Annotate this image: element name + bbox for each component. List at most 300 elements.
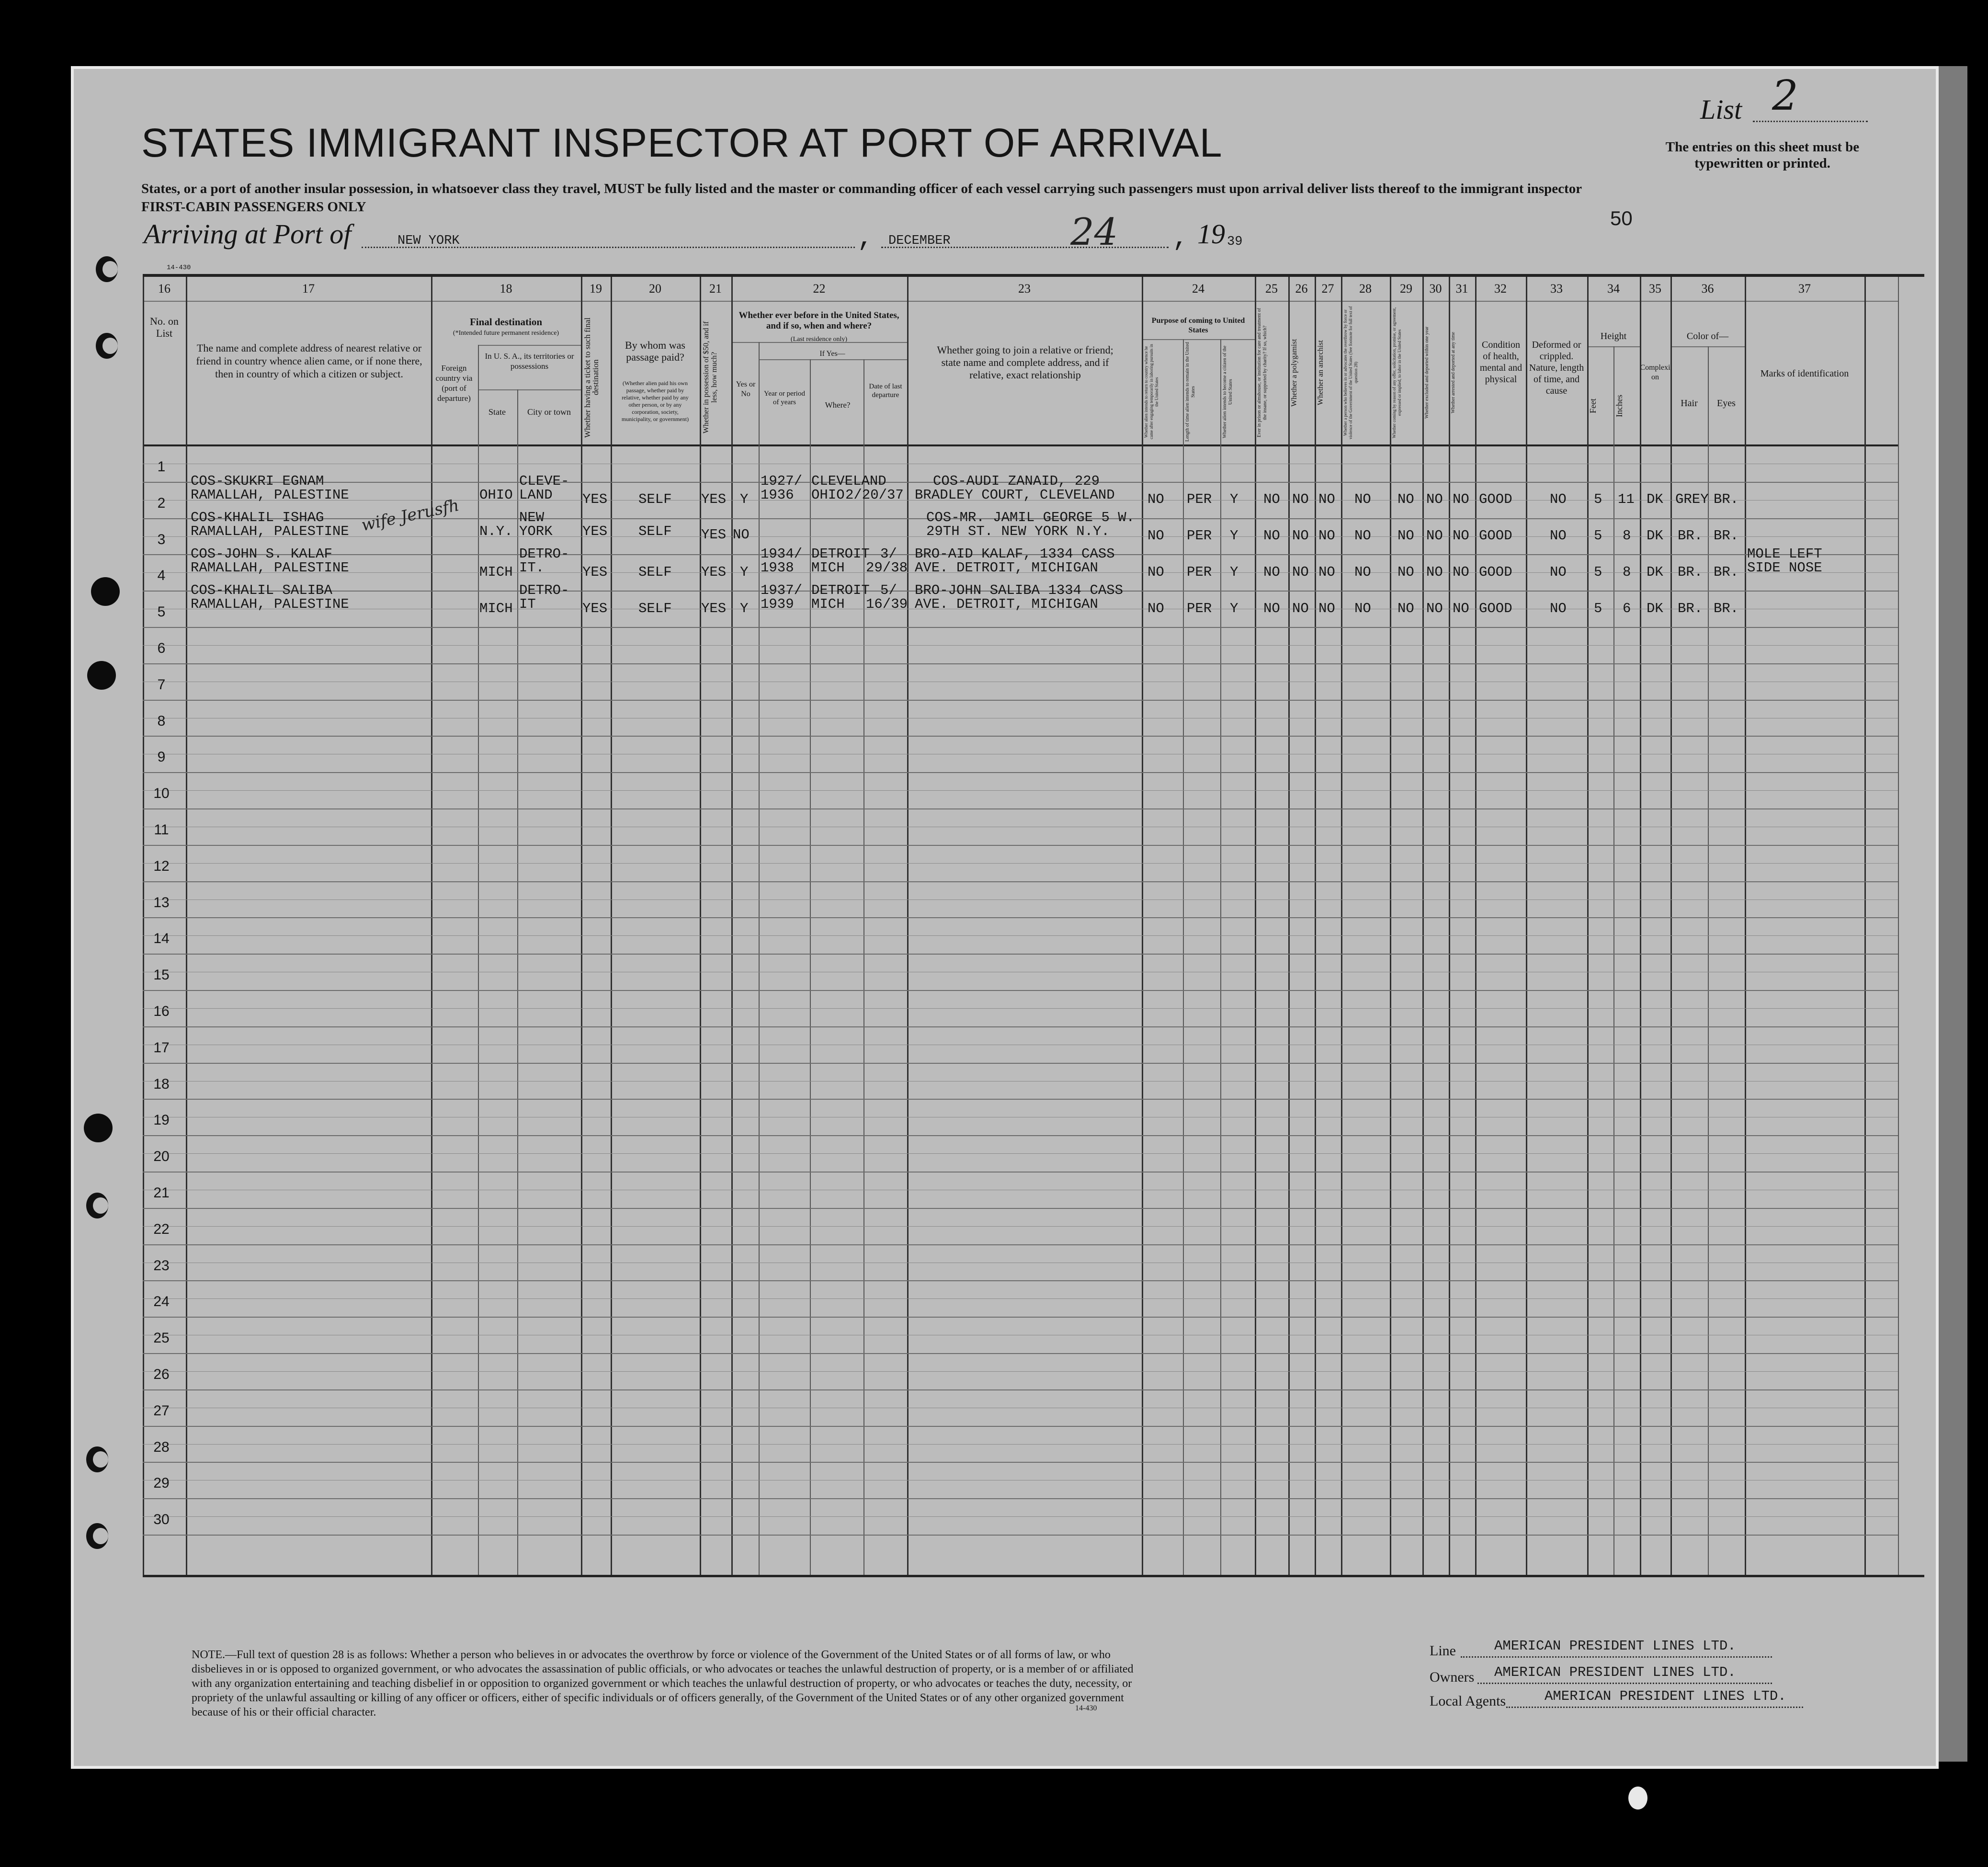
hdr-final-destination: Final destination [469, 316, 543, 328]
colnum-24: 24 [1192, 282, 1204, 296]
list-number: 2 [1772, 72, 1798, 120]
manifest-table [143, 277, 1924, 1613]
hdr-marks: Marks of identification [1760, 368, 1849, 379]
row-rule [143, 627, 1898, 628]
q29: NO [1397, 564, 1414, 580]
height-inches: 8 [1623, 564, 1631, 580]
hair-color: BR. [1678, 564, 1703, 580]
q27: NO [1318, 528, 1335, 544]
row-rule [143, 1172, 1898, 1173]
q27: NO [1318, 564, 1335, 580]
q25: NO [1263, 491, 1280, 507]
agents-rule [1506, 1707, 1803, 1708]
relative-town: RAMALLAH, PALESTINE [191, 524, 349, 539]
row-rule [143, 1389, 1898, 1390]
height-feet: 5 [1594, 491, 1602, 507]
line-label: Line [1430, 1643, 1456, 1659]
q28: NO [1354, 564, 1371, 580]
identification-marks: SIDE NOSE [1747, 560, 1822, 576]
row-rule [143, 881, 1898, 882]
ticket: YES [582, 601, 608, 616]
eye-color: BR. [1714, 601, 1739, 616]
identification-marks: MOLE LEFT [1747, 546, 1822, 562]
join-relative: AVE. DETROIT, MICHIGAN [915, 596, 1098, 612]
purpose-length: PER [1187, 528, 1212, 544]
half-row-rule [143, 1516, 1898, 1517]
where: OHIO [811, 487, 845, 503]
purpose-citizen: Y [1230, 491, 1238, 507]
departure-date: 3/ [880, 546, 897, 562]
row-number: 4 [157, 568, 166, 584]
hdr-date-departure: Date of last departure [869, 383, 902, 399]
col-divider [863, 359, 864, 1575]
height-inches: 11 [1618, 491, 1635, 507]
sheet-edge [1939, 66, 1967, 1762]
hdr-q30: Whether excluded and deported within one year [1424, 326, 1430, 419]
q29: NO [1397, 601, 1414, 616]
dest-city: YORK [519, 524, 553, 539]
hdr-passage-paid-sub: (Whether alien paid his own passage, whether paid by relative, whether paid by any other person, or by any corporation, society, municipality, or government) [621, 380, 689, 422]
col-divider [1390, 277, 1391, 1575]
paid-by: SELF [638, 564, 672, 580]
ticket: YES [582, 491, 608, 507]
row-rule [143, 1063, 1898, 1064]
colnum-31: 31 [1455, 282, 1468, 296]
dest-city: LAND [519, 487, 553, 503]
complexion: DK [1647, 601, 1663, 616]
col-divider [1670, 277, 1672, 1575]
row-number: 1 [157, 459, 166, 475]
years: 1936 [761, 487, 794, 503]
hdr-final-destination-sub: (*Intended future permanent residence) [453, 330, 559, 337]
row-rule [143, 1498, 1898, 1499]
complexion: DK [1647, 491, 1663, 507]
row-rule [143, 1426, 1898, 1427]
table-bottom-rule [143, 1575, 1924, 1577]
q30: NO [1426, 601, 1443, 616]
comma: , [857, 223, 874, 253]
col-divider [1526, 277, 1527, 1575]
day-value: 24 [1070, 211, 1118, 254]
col-divider [478, 345, 479, 1575]
purpose-length: PER [1187, 491, 1212, 507]
col-divider [1898, 277, 1899, 1575]
q25: NO [1263, 601, 1280, 616]
been-before: NO [733, 527, 750, 543]
q30: NO [1426, 528, 1443, 544]
row-rule [143, 1244, 1898, 1245]
colnum-27: 27 [1321, 282, 1334, 296]
relative-town: RAMALLAH, PALESTINE [191, 560, 349, 576]
purpose-citizen: Y [1230, 528, 1238, 544]
q27: NO [1318, 601, 1335, 616]
hdr-q31: Whether arrested and deported at any time [1451, 332, 1456, 413]
row-rule [143, 663, 1898, 664]
row-number: 17 [153, 1039, 170, 1056]
colnum-20: 20 [649, 282, 661, 296]
owners-label: Owners [1430, 1669, 1475, 1685]
row-number: 24 [153, 1294, 170, 1310]
page-number: 50 [1610, 207, 1633, 229]
col-divider [1422, 277, 1424, 1575]
relative-name: COS-KHALIL ISHAG [191, 510, 324, 525]
hdr-purpose-c: Whether alien intends to become a citizen of the United States [1222, 345, 1233, 438]
row-number: 11 [154, 822, 169, 838]
years: 1938 [761, 560, 794, 576]
health: GOOD [1479, 491, 1512, 507]
row-number: 26 [153, 1366, 170, 1382]
hdr-fifty-dollars: Whether in possession of $50, and if less, how much? [702, 321, 718, 434]
colnum-35: 35 [1649, 282, 1661, 296]
health: GOOD [1479, 528, 1512, 544]
row-number: 21 [153, 1185, 170, 1201]
form-code: 14-430 [167, 264, 191, 272]
row-number: 9 [157, 749, 166, 765]
purpose-return: NO [1147, 528, 1164, 544]
dest-state: MICH [479, 564, 513, 580]
col-divider [1640, 277, 1641, 1575]
colnum-28: 28 [1359, 282, 1372, 296]
years: 1939 [761, 596, 794, 612]
join-relative: BRO-AID KALAF, 1334 CASS [915, 546, 1115, 562]
row-number: 6 [157, 640, 166, 656]
fifty-dollars: YES [701, 491, 727, 507]
hdr-no-on-list: No. on List [150, 315, 179, 339]
agents-value: AMERICAN PRESIDENT LINES LTD. [1545, 1688, 1786, 1704]
hdr-complexion: Complexion [1640, 364, 1670, 381]
purpose-return: NO [1147, 601, 1164, 616]
hdr-q28: Whether a person who believes in or advocates the overthrow by force or violence of the Government of the United States (See footnote for full text of question 28) [1343, 306, 1358, 439]
header-bottom-rule [143, 444, 1898, 446]
subhdr-rule [478, 389, 581, 390]
row-number: 12 [153, 858, 170, 874]
colnum-32: 32 [1494, 282, 1507, 296]
colnum-18: 18 [500, 282, 512, 296]
col-divider [700, 277, 701, 1575]
col-divider [1341, 277, 1342, 1575]
row-rule [143, 1208, 1898, 1209]
q31: NO [1453, 528, 1469, 544]
entries-note: The entries on this sheet must be typewritten or printed. [1665, 139, 1860, 171]
col-divider [1864, 277, 1866, 1575]
hdr-health: Condition of health, mental and physical [1479, 340, 1522, 385]
row-rule [143, 1462, 1898, 1463]
where: DETROIT [811, 582, 870, 598]
colnum-23: 23 [1018, 282, 1031, 296]
half-row-rule [143, 790, 1898, 791]
punch-hole [91, 577, 120, 606]
row-number: 27 [153, 1402, 170, 1419]
dest-state: MICH [479, 601, 513, 616]
hdr-purpose-a: Whether alien intends to return to country whence he came after engaging temporarily in laboring pursuits in the United States [1144, 344, 1159, 440]
punch-hole [86, 1523, 108, 1549]
row-number: 10 [153, 786, 170, 802]
eye-color: BR. [1714, 528, 1739, 544]
row-number: 29 [153, 1475, 170, 1491]
q26: NO [1292, 491, 1309, 507]
q30: NO [1426, 564, 1443, 580]
ticket: YES [582, 564, 608, 580]
hdr-passage-paid: By whom was passage paid? [625, 339, 685, 363]
row-rule [143, 1535, 1898, 1536]
where: CLEVELAND [811, 473, 886, 489]
agents-label: Local Agents [1430, 1693, 1506, 1709]
fifty-dollars: YES [701, 527, 727, 543]
q31: NO [1453, 491, 1469, 507]
q31: NO [1453, 601, 1469, 616]
join-relative: BRO-JOHN SALIBA 1334 CASS [915, 582, 1124, 598]
subhdr-rule [1142, 339, 1255, 340]
purpose-length: PER [1187, 564, 1212, 580]
complexion: DK [1647, 528, 1663, 544]
hdr-inches: Inches [1614, 395, 1624, 418]
where: MICH [811, 560, 845, 576]
deformed: NO [1550, 564, 1567, 580]
row-number: 7 [157, 676, 166, 693]
height-inches: 6 [1623, 601, 1631, 616]
hdr-ever-before-sub: (Last residence only) [790, 336, 848, 343]
half-row-rule [143, 1444, 1898, 1445]
punch-hole [84, 1114, 113, 1142]
row-number: 14 [153, 931, 170, 947]
years: 1934/ [761, 546, 803, 562]
dest-state: OHIO [479, 487, 513, 503]
hdr-if-yes: If Yes— [819, 350, 845, 358]
relative-town: RAMALLAH, PALESTINE [191, 596, 349, 612]
owners-value: AMERICAN PRESIDENT LINES LTD. [1494, 1664, 1736, 1680]
row-rule [143, 954, 1898, 955]
row-number: 16 [153, 1003, 170, 1019]
colnum-rule [143, 301, 1898, 302]
col-divider [1745, 277, 1746, 1575]
hdr-q29: Whether coming by reason of any offer, solicitation, promise, or agreement, expressed or implied, to labor in the United States [1392, 307, 1402, 438]
col-divider [907, 277, 909, 1575]
colnum-17: 17 [302, 282, 315, 296]
colnum-21: 21 [709, 282, 722, 296]
q31: NO [1453, 564, 1469, 580]
eye-color: BR. [1714, 491, 1739, 507]
colnum-19: 19 [590, 282, 602, 296]
row-number: 15 [153, 967, 170, 983]
hdr-purpose: Purpose of coming to United States [1151, 317, 1245, 334]
year-suffix: 39 [1227, 235, 1243, 249]
notice-text [141, 180, 1602, 216]
row-number: 25 [153, 1330, 170, 1346]
hdr-years: Year or period of years [764, 390, 805, 406]
row-rule [143, 1317, 1898, 1318]
page-title: STATES IMMIGRANT INSPECTOR AT PORT OF ARRIVAL [141, 120, 1223, 165]
punch-hole [96, 333, 118, 359]
half-row-rule [143, 1371, 1898, 1372]
dest-city: CLEVE- [519, 473, 569, 489]
half-row-rule [143, 1298, 1898, 1299]
q28: NO [1354, 601, 1371, 616]
col-divider [581, 277, 582, 1575]
years: 1927/ [761, 473, 803, 489]
hdr-q26: Whether a polygamist [1290, 339, 1298, 407]
colnum-33: 33 [1550, 282, 1563, 296]
where: DETROIT [811, 546, 870, 562]
departure-date: 2/20/37 [845, 487, 904, 503]
row-rule [143, 990, 1898, 991]
height-feet: 5 [1594, 528, 1602, 544]
row-rule [143, 1099, 1898, 1100]
paper-spot [1628, 1787, 1647, 1810]
row-rule [143, 772, 1898, 773]
purpose-return: NO [1147, 564, 1164, 580]
relative-name: COS-KHALIL SALIBA [191, 582, 332, 598]
height-inches: 8 [1623, 528, 1631, 544]
deformed: NO [1550, 601, 1567, 616]
footnote-q28: NOTE.—Full text of question 28 is as follows: Whether a person who believes in or advocates the overthrow by force or violence of the Government of the United States or of all forms of law, or who disbelieves in or is opposed to organized government, or who advocates the assassination of public officials, or who advocates or teaches the unlawful destruction of property, or is a member of or affiliated with any organization entertaining and teaching disbelief in or opposition to organized government or which teaches the unlawful destruction of property, or who advocates or teaches the duty, necessity, or propriety of the unlawful assaulting or killing of any officer or officers, either of specific individuals or of officers generally, of the Government of the United States or of any other organized government because of his or their official character. [192, 1649, 1134, 1719]
col-divider [1449, 277, 1450, 1575]
departure-date: 16/39 [866, 596, 908, 612]
punch-hole [86, 1193, 108, 1218]
departure-date: 5/ [880, 582, 897, 598]
colnum-36: 36 [1701, 282, 1714, 296]
row-number: 2 [157, 495, 166, 511]
half-row-rule [143, 1008, 1898, 1009]
dest-city: DETRO- [519, 546, 569, 562]
colnum-30: 30 [1429, 282, 1442, 296]
row-rule [143, 917, 1898, 918]
half-row-rule [143, 1226, 1898, 1227]
hair-color: BR. [1678, 601, 1703, 616]
hdr-color-of: Color of— [1686, 331, 1729, 342]
purpose-return: NO [1147, 491, 1164, 507]
row-number: 8 [157, 713, 166, 729]
month-value: DECEMBER [888, 234, 951, 248]
col-divider [517, 389, 518, 1575]
relative-name: COS-SKUKRI EGNAM [191, 473, 324, 489]
q29: NO [1397, 528, 1414, 544]
row-number: 18 [153, 1076, 170, 1092]
been-before: Y [740, 601, 749, 616]
hdr-purpose-b: Length of time alien intends to remain in the United States [1185, 342, 1196, 442]
colnum-34: 34 [1607, 282, 1620, 296]
notice-body: States, or a port of another insular possession, in whatsoever class they travel, MUST be fully listed and the master or commanding officer of each vessel carrying such passengers must upon arrival deliver lists thereof to the immigrant inspector [141, 181, 1582, 196]
hdr-join-relative: Whether going to join a relative or friend; state name and complete address, and if relative, exact relationship [937, 344, 1113, 381]
hdr-q25: Ever in prison or almshouse, or institution for care and treatment of the insane, or supported by charity? If so, which? [1257, 308, 1268, 437]
col-divider [810, 359, 811, 1575]
been-before: Y [740, 564, 749, 580]
q27: NO [1318, 491, 1335, 507]
hdr-ticket: Whether having a ticket to such final destination [583, 317, 600, 438]
row-number: 19 [153, 1112, 170, 1128]
row-number: 30 [153, 1512, 170, 1528]
line-value: AMERICAN PRESIDENT LINES LTD. [1494, 1638, 1736, 1654]
eye-color: BR. [1714, 564, 1739, 580]
join-relative: 29TH ST. NEW YORK N.Y. [926, 524, 1110, 539]
ticket: YES [582, 524, 608, 539]
relative-town: RAMALLAH, PALESTINE [191, 487, 349, 503]
subhdr-rule [759, 359, 907, 360]
half-row-rule [143, 935, 1898, 936]
been-before: Y [740, 491, 749, 507]
hdr-hair: Hair [1681, 398, 1698, 409]
purpose-citizen: Y [1230, 564, 1238, 580]
dest-city: IT [519, 596, 536, 612]
hdr-deformed: Deformed or crippled. Nature, length of time, and cause [1529, 340, 1584, 396]
q25: NO [1263, 528, 1280, 544]
hdr-height: Height [1600, 331, 1627, 342]
paid-by: SELF [638, 601, 672, 616]
list-label: List [1700, 94, 1742, 125]
row-rule [143, 1280, 1898, 1281]
colnum-26: 26 [1295, 282, 1308, 296]
join-relative: COS-AUDI ZANAID, 229 [933, 473, 1100, 489]
punch-hole [86, 1446, 108, 1472]
colnum-25: 25 [1265, 282, 1278, 296]
where: MICH [811, 596, 845, 612]
hdr-city: City or town [527, 407, 571, 417]
hdr-yes-no: Yes or No [736, 380, 756, 398]
hdr-foreign-country: Foreign country via (port of departure) [435, 364, 473, 403]
join-relative: COS-MR. JAMIL GEORGE 5 W. [926, 510, 1135, 525]
dest-state: N.Y. [479, 524, 513, 539]
subhdr-rule [478, 345, 581, 346]
class-note: FIRST-CABIN PASSENGERS ONLY [141, 199, 366, 215]
q29: NO [1397, 491, 1414, 507]
half-row-rule [143, 645, 1898, 646]
dest-city: NEW [519, 510, 545, 525]
col-divider [1613, 346, 1614, 1575]
footer-form-code: 14-430 [1075, 1704, 1097, 1712]
hair-color: GREY [1675, 491, 1709, 507]
hair-color: BR. [1678, 528, 1703, 544]
row-number: 22 [153, 1221, 170, 1237]
hdr-q27: Whether an anarchist [1317, 340, 1325, 405]
colnum-22: 22 [813, 282, 826, 296]
row-number: 3 [157, 531, 166, 547]
deformed: NO [1550, 528, 1567, 544]
col-divider [731, 277, 733, 1575]
q25: NO [1263, 564, 1280, 580]
year-prefix: 19 [1197, 218, 1225, 250]
join-relative: BRADLEY COURT, CLEVELAND [915, 487, 1115, 503]
deformed: NO [1550, 491, 1567, 507]
col-divider [1708, 346, 1709, 1575]
row-number: 20 [153, 1149, 170, 1165]
row-rule [143, 1353, 1898, 1354]
colnum-29: 29 [1400, 282, 1412, 296]
half-row-rule [143, 863, 1898, 864]
port-value: NEW YORK [398, 234, 460, 248]
col-divider [1288, 277, 1290, 1575]
half-row-rule [143, 899, 1898, 900]
join-relative: AVE. DETROIT, MICHIGAN [915, 560, 1098, 576]
row-rule [143, 1026, 1898, 1027]
row-number: 23 [153, 1257, 170, 1274]
dest-city: IT. [519, 560, 545, 576]
row-rule [143, 808, 1898, 809]
q26: NO [1292, 601, 1309, 616]
col-divider [1587, 277, 1589, 1575]
hdr-relative: The name and complete address of nearest relative or friend in country whence alien came, or if none there, then in country of which a citizen or subject. [196, 342, 422, 380]
departure-date: 29/38 [866, 560, 908, 576]
purpose-length: PER [1187, 601, 1212, 616]
hdr-eyes: Eyes [1717, 398, 1736, 409]
health: GOOD [1479, 564, 1512, 580]
punch-hole [96, 256, 118, 282]
hdr-feet: Feet [1588, 398, 1598, 414]
half-row-rule [143, 1153, 1898, 1154]
paid-by: SELF [638, 524, 672, 539]
col-divider [1475, 277, 1477, 1575]
row-number: 13 [153, 894, 170, 911]
punch-hole [87, 661, 116, 690]
health: GOOD [1479, 601, 1512, 616]
